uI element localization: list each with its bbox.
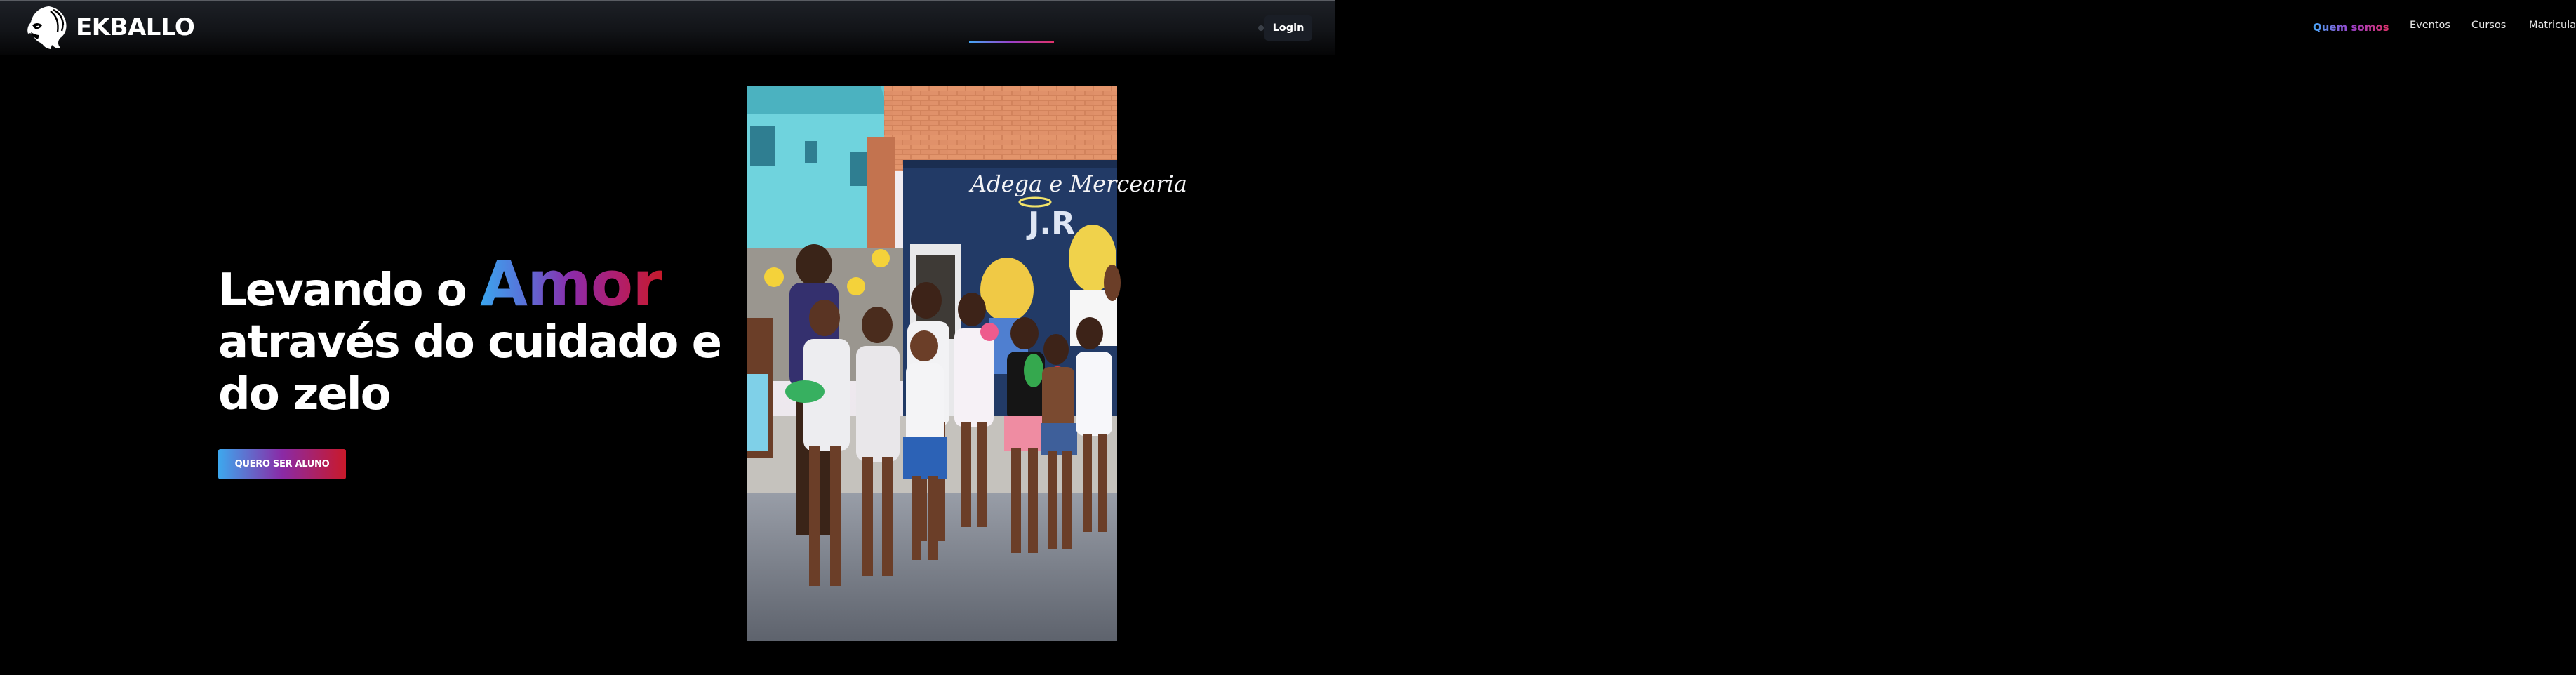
lion-head-icon xyxy=(25,4,70,51)
nav-cursos[interactable]: Cursos xyxy=(2471,20,2507,31)
nav-dot-icon xyxy=(1258,25,1264,31)
nav-eventos[interactable]: Eventos xyxy=(2410,20,2450,31)
hero-title-line-3: do zelo xyxy=(218,368,390,420)
hero-title-part1: Levando o xyxy=(218,265,480,316)
top-navbar xyxy=(0,0,2576,55)
hero-title-highlight: Amor xyxy=(479,248,662,320)
nav-matricula[interactable]: Matricula xyxy=(2529,20,2576,31)
hero-title xyxy=(218,248,723,420)
brand-name: EKBALLO xyxy=(76,13,195,41)
sign-text-jr: J.R xyxy=(1028,206,1075,241)
cta-quero-ser-aluno-button[interactable]: QUERO SER ALUNO xyxy=(218,449,346,479)
nav-quem-somos[interactable]: Quem somos xyxy=(2313,21,2389,34)
hero-title-line-2: através do cuidado e xyxy=(218,316,721,368)
sign-text-adega: Adega e Mercearia xyxy=(970,171,1187,197)
hero-title-line-1 xyxy=(218,248,723,320)
login-button[interactable]: Login xyxy=(1264,15,1312,41)
brand-home-link[interactable] xyxy=(25,4,194,51)
active-nav-underline xyxy=(969,41,1054,43)
hero-photo-children xyxy=(747,86,1187,641)
